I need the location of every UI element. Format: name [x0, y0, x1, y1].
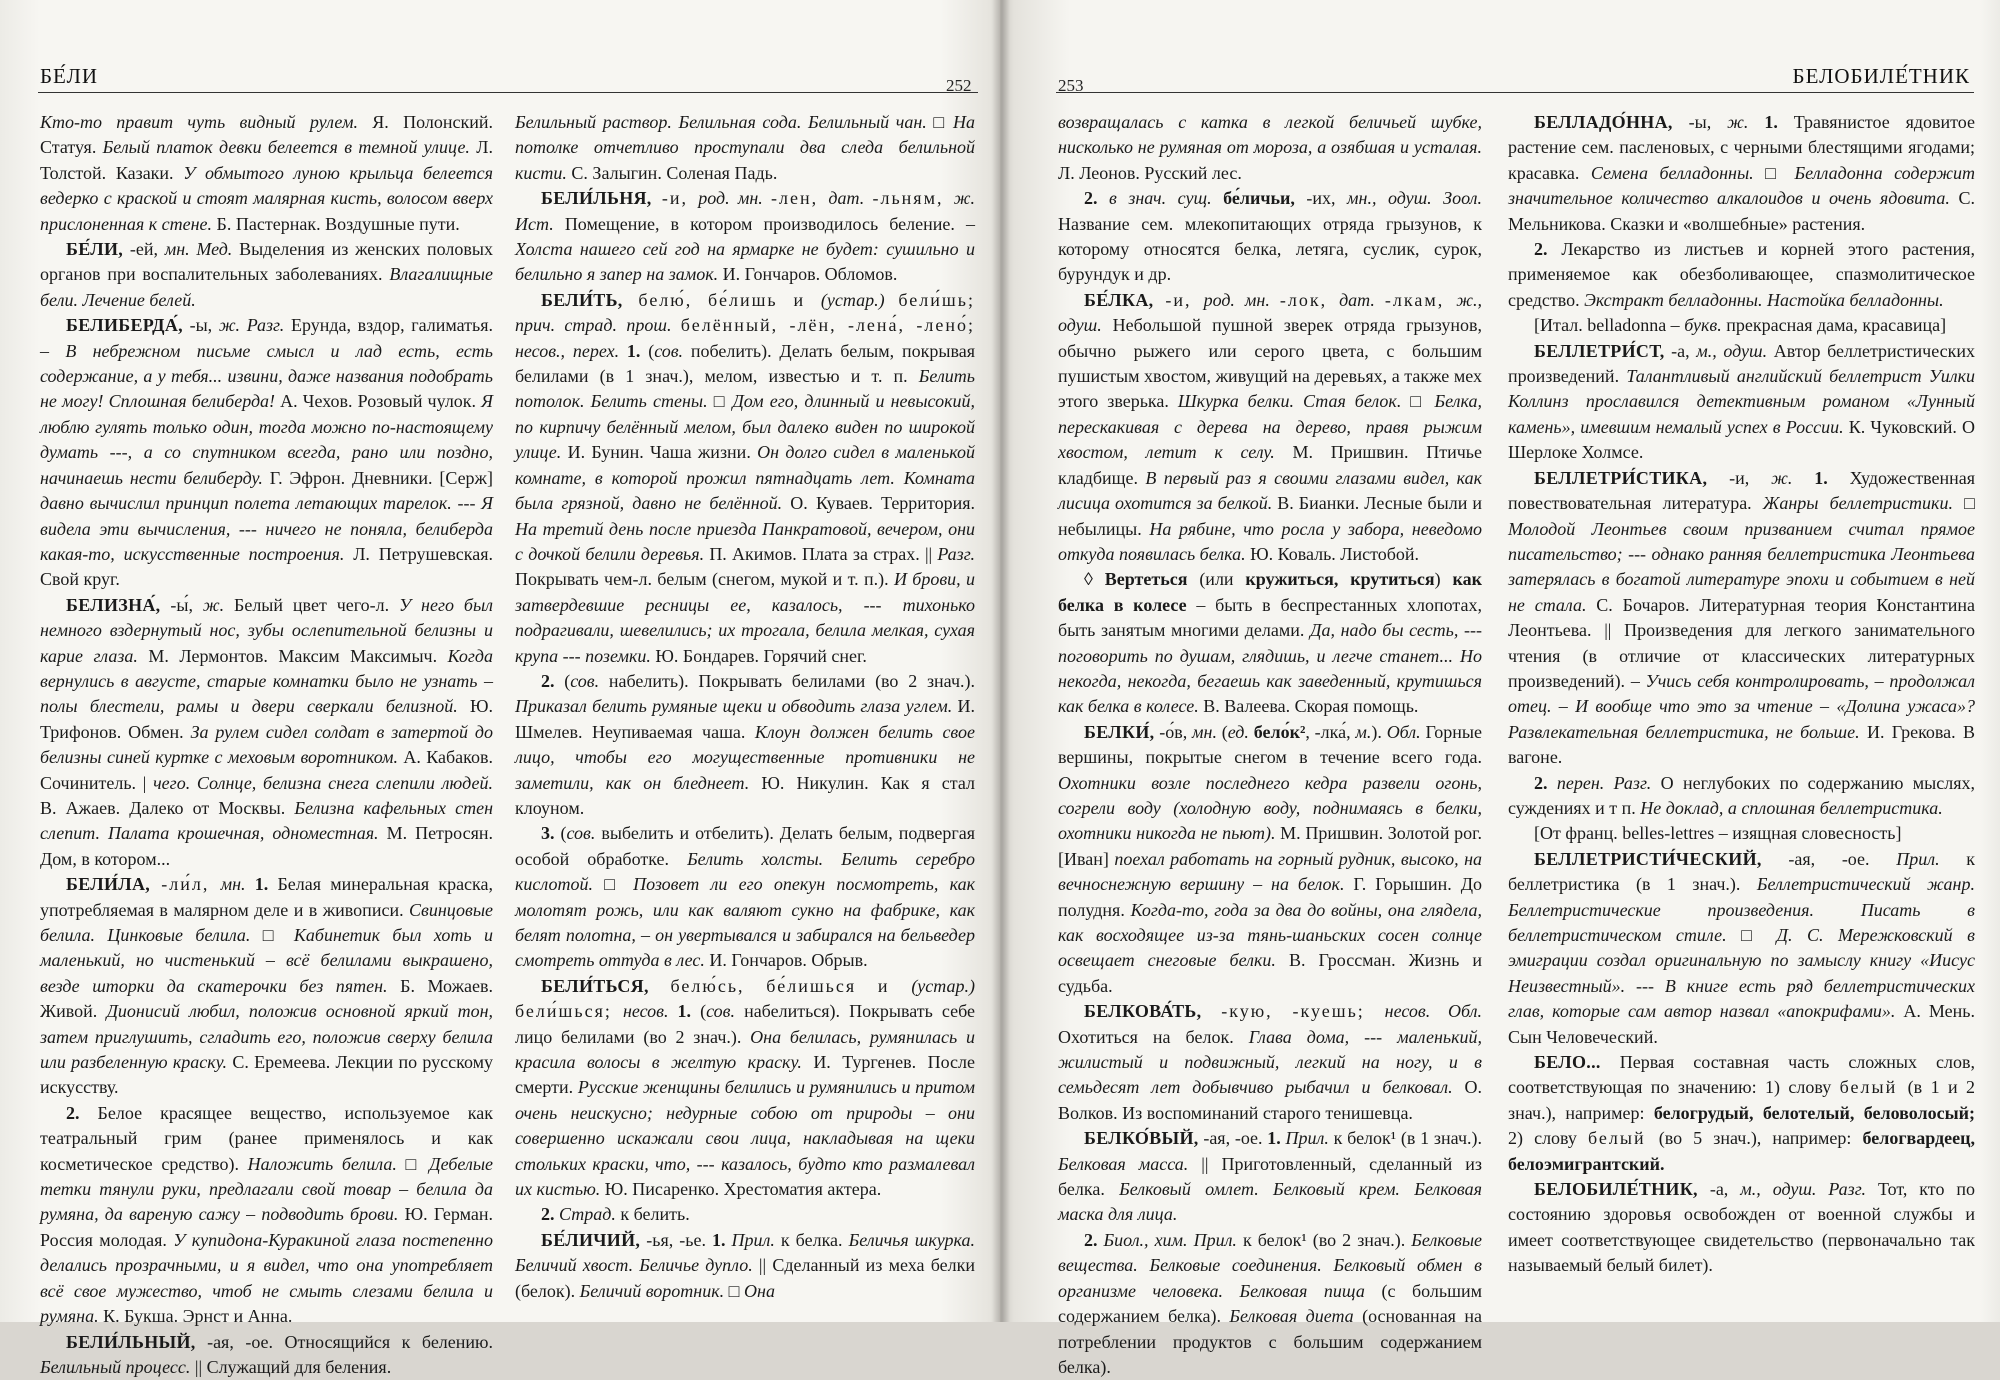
- example-text: поехал работать на горный рудник, высоко, на вечноснежную вершину – на белок.: [1058, 849, 1482, 894]
- example-text: Биол., хим. Прил.: [1104, 1230, 1243, 1250]
- example-text: И брови, и затвердевшие ресницы ее, казалось, --- тихонько подрагивали, шевелились; их трогала, белила мелкая, сухая крупа --- поземки.: [515, 569, 975, 665]
- example-text: мн.: [221, 874, 255, 894]
- entry-text: -ей,: [123, 239, 165, 259]
- dictionary-entry: [515, 288, 975, 669]
- example-text: Белковый омлет. Белковый крем. Белковая маска для лица.: [1058, 1179, 1482, 1224]
- entry-text: ).: [1371, 722, 1386, 742]
- entry-text: М. Пришвин. Золотой рог. [Иван]: [1058, 823, 1482, 868]
- headword: БЕЛЛЕТРИСТИ́ЧЕСКИЙ,: [1534, 849, 1762, 869]
- right-page: [1000, 0, 2000, 1322]
- headword: БЕЛИ́ТЬ,: [541, 290, 623, 310]
- entry-text: Белое красящее вещество, используемое как театральный грим (ранее применялось и как косметическое средство).: [40, 1103, 493, 1174]
- bold-text: белогвардеец, белоэмигрантский.: [1508, 1128, 1975, 1173]
- example-text: Наложить белила. □ Дебелые тетки тянули руки, предлагали свой товар – белила да румяна, да вареную сажу – подводить брови.: [40, 1154, 493, 1225]
- example-text: м., одуш. Разг.: [1740, 1179, 1878, 1199]
- dictionary-entry: [515, 1228, 975, 1304]
- bold-text: белогрудый, белотелый, беловолосый;: [1654, 1103, 1975, 1123]
- entry-text: (: [648, 341, 654, 361]
- column-2: [515, 110, 975, 1304]
- entry-text: Ю. Трифонов. Обмен.: [40, 696, 493, 741]
- entry-text: (во 5 знач.), например:: [1659, 1128, 1863, 1148]
- entry-text: Белая минеральная краска, употребляемая в малярном деле и в живописи.: [40, 874, 493, 919]
- left-running-head: БЕ́ЛИ: [40, 64, 98, 89]
- example-text: Белковая диета: [1229, 1306, 1362, 1326]
- example-text: в знач. сущ.: [1109, 188, 1223, 208]
- entry-paragraph: [40, 110, 493, 237]
- entry-text: к белить.: [620, 1204, 689, 1224]
- entry-text: [Итал. belladonna –: [1534, 315, 1684, 335]
- bold-text: 1.: [1814, 468, 1849, 488]
- entry-text: -и,: [652, 188, 699, 208]
- entry-text: Л. Толстой. Казаки.: [40, 137, 493, 182]
- bold-text: 1.: [1267, 1128, 1285, 1148]
- entry-text: П. Акимов. Плата за страх. ||: [709, 544, 937, 564]
- entry-text: набелиться). Покрывать себе лицо белилами (во 2 знач.).: [515, 1001, 975, 1046]
- example-text: род. мн.: [1204, 290, 1280, 310]
- column-4: [1508, 110, 1975, 1279]
- entry-text: [От франц. belles-lettres – изящная словесность]: [1534, 823, 1901, 843]
- entry-text: Г. Горышин. До полудня.: [1058, 874, 1482, 919]
- entry-text: выбелить и отбелить). Делать белым, подвергая особой обработке.: [515, 823, 975, 868]
- example-text: Охотники возле последнего кедра развели огонь, согрели воду (холодную воду, поднимаясь в белки, охотники никогда не пьют).: [1058, 773, 1482, 844]
- bold-text: 2.: [541, 1204, 559, 1224]
- bold-text: 2.: [1084, 188, 1109, 208]
- example-text: ж.: [203, 595, 234, 615]
- headword: БЕЛИБЕРДА́,: [66, 315, 183, 335]
- entry-paragraph: [1508, 771, 1975, 822]
- example-text: Я люблю гулять только один, тогда можно по-настоящему думать ---, а со спутником всегда, рано или поздно, начинаешь нести белиберду.: [40, 391, 493, 487]
- example-text: У обмытого луною крыльца белеется ведерко с краской и стоят малярная кисть, волосом вверх прислоненная к стене.: [40, 163, 493, 234]
- entry-text: С. Бочаров. Литературная теория Константина Леонтьева. || Произведения для легкого занимательного чтения (в отличие от классических литературных произведений).: [1508, 595, 1975, 691]
- example-text: Дионисий любил, положив основной яркий тон, затем приглушить, сгладить его, положив сверху белила или разбеленную краску.: [40, 1001, 493, 1072]
- example-text: За рулем сидел солдат в затертой до белизны синей куртке с меховым воротником.: [40, 722, 493, 767]
- entry-text: , -лка́,: [1305, 722, 1355, 742]
- example-text: Свинцовые белила. Цинковые белила. □ Кабинетик был хоть и маленький, но чистенький – всё белилами выкрашено, везде шторки да скатерочки без пятен.: [40, 900, 493, 996]
- entry-text: -льням,: [872, 188, 953, 208]
- headword: БЕ́ЛИЧИЙ,: [541, 1230, 640, 1250]
- entry-text: белю́, бе́лишь и: [623, 290, 821, 310]
- entry-text: К. Чуковский. О Шерлоке Холмсе.: [1508, 417, 1975, 462]
- entry-text: А. Мень. Сын Человеческий.: [1508, 1001, 1975, 1046]
- entry-text: белый: [1588, 1128, 1659, 1148]
- entry-text: -ья, -ье.: [640, 1230, 712, 1250]
- entry-text: к белок¹ (в 1 знач.).: [1334, 1128, 1482, 1148]
- bold-text: 1.: [1764, 112, 1793, 132]
- entry-paragraph: [1508, 821, 1975, 846]
- example-text: Не доклад, а сплошная беллетристика.: [1640, 798, 1942, 818]
- example-text: Разг.: [937, 544, 975, 564]
- entry-text: М. Пришвин. Птичье кладбище.: [1058, 442, 1482, 487]
- example-text: Беллетристический жанр. Беллетристические произведения. Писать в беллетристическом стиле. □ Д. С. Мережковский в эмиграции создал оригинальную по замыслу книгу «Иисус Неизвестный». --- В книге есть ряд беллетристических глав, которые сам автор назвал «апокрифами».: [1508, 874, 1975, 1021]
- example-text: Шкурка белки. Стая белок. □ Белка, перескакивая с дерева на дерево, правя рыжим хвостом, летит к селу.: [1058, 391, 1482, 462]
- example-text: – В небрежном письме смысл и лад есть, есть содержание, а у тебя... извини, даже названия подобрать не могу! Сплошная белиберда!: [40, 341, 493, 412]
- example-text: (устар.): [911, 976, 975, 996]
- bold-text: 1.: [712, 1230, 732, 1250]
- dictionary-entry: [515, 186, 975, 288]
- example-text: Талантливый английский беллетрист Уилки Коллинз прославился детективным романом «Лунный камень», имевшим немалый успех в России.: [1508, 366, 1975, 437]
- dictionary-entry: [40, 872, 493, 1101]
- example-text: мн., одуш. Зоол.: [1347, 188, 1482, 208]
- entry-paragraph: [515, 110, 975, 186]
- example-text: дат.: [1339, 290, 1385, 310]
- entry-text: О. Куваев. Территория.: [790, 493, 975, 513]
- entry-text: (с большим содержанием белка).: [1058, 1281, 1482, 1326]
- entry-text: Ю. Коваль. Листобой.: [1250, 544, 1419, 564]
- entry-paragraph: [515, 669, 975, 821]
- example-text: сов.: [706, 1001, 744, 1021]
- entry-text: И. Гончаров. Обломов.: [723, 264, 898, 284]
- entry-text: – быть в беспрестанных хлопотах, быть занятым многими делами.: [1058, 595, 1482, 640]
- example-text: ед.: [1228, 722, 1254, 742]
- entry-text: прекрасная дама, красавица]: [1726, 315, 1946, 335]
- entry-text: А. Кабаков. Сочинитель. |: [40, 747, 493, 792]
- entry-text: || Приготовленный, сделанный из белка.: [1058, 1154, 1482, 1199]
- entry-text: ): [1435, 569, 1453, 589]
- entry-text: || Сделанный из меха белки (белок).: [515, 1255, 975, 1300]
- entry-text: С. Мельникова. Сказки и «волшебные» растения.: [1508, 188, 1975, 233]
- example-text: Белый платок девки белеется в темной улице.: [103, 137, 477, 157]
- bold-text: кружиться, крутиться: [1245, 569, 1434, 589]
- example-text: сов.: [654, 341, 691, 361]
- example-text: несов. Обл.: [1385, 1001, 1482, 1021]
- dictionary-entry: [1508, 847, 1975, 1050]
- example-text: Приказал белить румяные щеки и обводить глаза углем.: [515, 696, 958, 716]
- example-text: ж.: [1771, 468, 1814, 488]
- entry-text: Автор беллетристических произведений.: [1508, 341, 1975, 386]
- entry-text: -и,: [1153, 290, 1203, 310]
- example-text: ж. Ист.: [515, 188, 975, 233]
- entry-text: Тот, кто по состоянию здоровья освобожден от военной службы и имеет соответствующее свидетельство (первоначально так называемый белый билет).: [1508, 1179, 1975, 1275]
- entry-text: Л. Петрушевская. Свой круг.: [40, 544, 493, 589]
- entry-text: К. Букша. Эрнст и Анна.: [103, 1306, 292, 1326]
- headword: БЕЛО...: [1534, 1052, 1601, 1072]
- column-3: [1058, 110, 1482, 1380]
- entry-text: бели́шься;: [515, 1001, 623, 1021]
- entry-text: Лекарство из листьев и корней этого растения, применяемое как обезболивающее, спазмолитическое средство.: [1508, 239, 1975, 310]
- example-text: Экстракт белладонны. Настойка белладонны.: [1584, 290, 1943, 310]
- example-text: Клоун должен белить свое лицо, чтобы его могущественные противники не заметили, как он бледнеет.: [515, 722, 975, 793]
- dictionary-entry: [1508, 1050, 1975, 1177]
- entry-paragraph: [515, 1202, 975, 1227]
- example-text: чего. Солнце, белизна снега слепили людей.: [153, 773, 493, 793]
- entry-text: Охотиться на белок.: [1058, 1027, 1249, 1047]
- example-text: Прил.: [732, 1230, 781, 1250]
- entry-text: Покрывать чем-л. белым (снегом, мукой и т. п.).: [515, 569, 894, 589]
- entry-text: -ая, -ое.: [1762, 849, 1897, 869]
- dictionary-entry: [1058, 1126, 1482, 1228]
- example-text: Беличья шкурка. Беличий хвост. Беличье дупло.: [515, 1230, 975, 1275]
- entry-text: Б. Можаев. Живой.: [40, 976, 493, 1021]
- headword: БЕ́ЛИ,: [66, 239, 123, 259]
- entry-text: И. Шмелев. Неупиваемая чаша.: [515, 696, 975, 741]
- example-text: На рябине, что росла у забора, неведомо откуда появилась белка.: [1058, 519, 1482, 564]
- headword: БЕЛИ́ЛЬНЫЙ,: [66, 1332, 196, 1352]
- headword: БЕЛЛЕТРИ́СТ,: [1534, 341, 1665, 361]
- entry-text: Выделения из женских половых органов при воспалительных заболеваниях.: [40, 239, 493, 284]
- dictionary-entry: [40, 1330, 493, 1380]
- entry-paragraph: [1508, 313, 1975, 338]
- example-text: Глава дома, --- маленький, жилистый и подвижный, легкий на ногу, и в семьдесят лет добывчиво рыбачил и белковал.: [1058, 1027, 1482, 1098]
- example-text: Белить потолок. Белить стены. □ Дом его, длинный и невысокий, по кирпичу белённый мелом, был далеко виден по широкой улице.: [515, 366, 975, 462]
- bold-text: Вертеться: [1105, 569, 1200, 589]
- entry-text: В. Валеева. Скорая помощь.: [1203, 696, 1418, 716]
- left-header-rule: [38, 92, 978, 93]
- example-text: Когда-то, года за два до войны, она глядела, как восходящее из-за тянь-шаньских сосен солнце освещает снеговые белки.: [1058, 900, 1482, 971]
- headword: БЕЛИЗНА́,: [66, 595, 160, 615]
- entry-text: (: [564, 671, 570, 691]
- entry-paragraph: [1058, 186, 1482, 288]
- entry-text: И. Грекова. В вагоне.: [1508, 722, 1975, 767]
- dictionary-entry: [40, 593, 493, 872]
- dictionary-entry: [40, 313, 493, 592]
- entry-text: Л. Леонов. Русский лес.: [1058, 163, 1242, 183]
- entry-text: Травянистое ядовитое растение сем. пасленовых, с черными блестящими ягодами; красавка.: [1508, 112, 1975, 183]
- example-text: букв.: [1684, 315, 1726, 335]
- entry-text: С. Залыгин. Соленая Падь.: [571, 163, 777, 183]
- example-text: Беличий воротник. □ Она: [580, 1281, 775, 1301]
- entry-text: набелить). Покрывать белилами (во 2 знач.).: [609, 671, 975, 691]
- dictionary-entry: [1058, 999, 1482, 1126]
- entry-text: || Служащий для беления.: [195, 1357, 391, 1377]
- example-text: – Холста нашего сей год на ярмарке не будет: сушильно и белильно я запер на замок.: [515, 214, 975, 285]
- bold-text: как белка в колесе: [1058, 569, 1482, 614]
- example-text: м., одуш.: [1696, 341, 1773, 361]
- example-text: ж. Разг.: [219, 315, 291, 335]
- entry-text: (: [700, 1001, 706, 1021]
- headword: БЕЛКО́ВЫЙ,: [1084, 1128, 1199, 1148]
- entry-text: -и,: [1707, 468, 1771, 488]
- entry-text: М. Лермонтов. Максим Максимыч.: [148, 646, 447, 666]
- entry-text: Белый цвет чего-л.: [234, 595, 399, 615]
- bold-text: 1.: [255, 874, 278, 894]
- example-text: Прил.: [1896, 849, 1966, 869]
- entry-paragraph: [515, 821, 975, 973]
- entry-text: -а,: [1698, 1179, 1740, 1199]
- book-gutter: [992, 0, 1010, 1322]
- example-text: Белковые вещества. Белковые соединения. Белковый обмен в организме человека. Белковая пища: [1058, 1230, 1482, 1301]
- bold-text: 1.: [678, 1001, 701, 1021]
- bold-text: 2.: [1534, 239, 1561, 259]
- entry-text: ◊: [1084, 569, 1105, 589]
- entry-text: О. Волков. Из воспоминаний старого тенишевца.: [1058, 1077, 1482, 1122]
- entry-text: Ю. Бондарев. Горячий снег.: [655, 646, 867, 666]
- example-text: Кто-то правит чуть видный рулем.: [40, 112, 372, 132]
- example-text: У него был немного вздернутый нос, зубы ослепительной белизны и карие глаза.: [40, 595, 493, 666]
- example-text: Прил.: [1286, 1128, 1334, 1148]
- entry-text: -ы,: [183, 315, 219, 335]
- bold-text: 2.: [1534, 773, 1557, 793]
- headword: БЕЛКОВА́ТЬ,: [1084, 1001, 1201, 1021]
- example-text: Жанры беллетристики. □ Молодой Леонтьев своим призванием считал прямое писательство; --- однако ранняя беллетристика Леонтьева затерялась в богатой литературе эпохи и событием в ней не стала.: [1508, 493, 1975, 615]
- headword: БЕЛИ́ЛЬНЯ,: [541, 188, 652, 208]
- entry-text: к беллетристика (в 1 знач.).: [1508, 849, 1975, 894]
- entry-text: Название сем. млекопитающих отряда грызунов, к которому относятся белка, летяга, суслик, сурок, бурундук и др.: [1058, 214, 1482, 285]
- entry-text: -ли́л,: [150, 874, 221, 894]
- entry-text: к белка.: [781, 1230, 849, 1250]
- headword: БЕЛКИ́,: [1084, 722, 1154, 742]
- entry-text: Г. Эфрон. Дневники. [Серж]: [270, 468, 493, 488]
- entry-text: И. Бунин. Чаша жизни.: [568, 442, 758, 462]
- bold-text: бе́личьи,: [1223, 188, 1306, 208]
- entry-text: -ая, -ое. Относящийся к белению.: [196, 1332, 493, 1352]
- example-text: Белковая масса.: [1058, 1154, 1201, 1174]
- dictionary-entry: [1508, 339, 1975, 466]
- bold-text: 3.: [541, 823, 560, 843]
- entry-text: белый: [1840, 1077, 1908, 1097]
- entry-text: Горные вершины, покрытые снегом в течение всего года.: [1058, 722, 1482, 767]
- example-text: сов.: [566, 823, 601, 843]
- headword: БЕЛИ́ТЬСЯ,: [541, 976, 649, 996]
- entry-text: белённый, -лён, -лена́, -лено́;: [681, 315, 975, 335]
- example-text: Белильный раствор. Белильная сода. Белильный чан. □ На потолке отчетливо проступали два следа белильной кисти.: [515, 112, 975, 183]
- example-text: (устар.): [821, 290, 899, 310]
- entry-text: Ю. Писаренко. Хрестоматия актера.: [605, 1179, 881, 1199]
- entry-text: -лкам,: [1385, 290, 1456, 310]
- entry-text: бели́шь;: [898, 290, 975, 310]
- dictionary-entry: [1058, 288, 1482, 567]
- headword: БЕЛЛЕТРИ́СТИКА,: [1534, 468, 1707, 488]
- entry-text: Художественная повествовательная литература.: [1508, 468, 1975, 513]
- entry-paragraph: [1058, 567, 1482, 719]
- example-text: несов., перех.: [515, 341, 627, 361]
- dictionary-entry: [40, 237, 493, 313]
- example-text: На третий день после приезда Панкратовой, вечером, они с дочкой белили деревья.: [515, 519, 975, 564]
- entry-text: О неглубоких по содержанию мыслях, суждениях и т п.: [1508, 773, 1975, 818]
- entry-paragraph: [40, 1101, 493, 1330]
- left-page-number: 252: [946, 76, 972, 96]
- example-text: ж.: [1727, 112, 1764, 132]
- example-text: возвращалась с катка в легкой беличьей шубке, нисколько не румяная от мороза, а озябшая и усталая.: [1058, 112, 1482, 157]
- entry-text: (в 1 и 2 знач.), например:: [1508, 1077, 1975, 1122]
- entry-text: -лен,: [771, 188, 828, 208]
- headword: БЕЛЛАДО́ННА,: [1534, 112, 1673, 132]
- bold-text: 2.: [1084, 1230, 1104, 1250]
- example-text: Белильный процесс.: [40, 1357, 195, 1377]
- entry-text: -ы,: [1673, 112, 1727, 132]
- example-text: – Учись себя контролировать, – продолжал отец. – И вообще что это за чтение – «Долина ужаса»? Развлекательная беллетристика, не больше.: [1508, 671, 1975, 742]
- example-text: Белить холсты. Белить серебро кислотой. □ Позовет ли его опекун посмотреть, как молотят рожь, или как валяют сукно на фабрике, как белят полотна, – он увертывался и забирался на бельведер смотреть оттуда в лес.: [515, 849, 975, 971]
- example-text: мн.: [1192, 722, 1222, 742]
- example-text: род. мн.: [698, 188, 771, 208]
- headword: БЕЛИ́ЛА,: [66, 874, 150, 894]
- right-running-head: БЕЛОБИЛЕ́ТНИК: [1793, 64, 1970, 89]
- example-text: перен. Разг.: [1557, 773, 1661, 793]
- entry-text: Ю. Герман. Россия молодая.: [40, 1204, 493, 1249]
- example-text: У купидона-Куракиной глаза постепенно делались прозрачными, и я видел, что она употребляет всё свое мужество, чтоб не смыть слезами белила и румяна.: [40, 1230, 493, 1326]
- entry-text: М. Петросян. Дом, в котором...: [40, 823, 493, 868]
- entry-text: Небольшой пушной зверек отряда грызунов, обычно рыжего или серого цвета, с большим пушистым хвостом, живущий на деревьях, а также мех этого зверька.: [1058, 315, 1482, 411]
- example-text: Белизна кафельных стен слепит. Палата крошечная, одноместная.: [40, 798, 493, 843]
- dictionary-entry: [1508, 466, 1975, 771]
- right-header-rule: [1056, 92, 1974, 93]
- entry-text: В. Гроссман. Жизнь и судьба.: [1058, 950, 1482, 995]
- entry-text: -а,: [1665, 341, 1697, 361]
- entry-text: -их,: [1306, 188, 1347, 208]
- example-text: Влагалищные бели. Лечение белей.: [40, 264, 493, 309]
- left-page: [0, 0, 1000, 1322]
- entry-paragraph: [1058, 1228, 1482, 1380]
- entry-text: (основанная на потреблении продуктов с большим содержанием белка).: [1058, 1306, 1482, 1377]
- example-text: Он долго сидел в маленькой комнате, в которой прожил пятнадцать лет. Комната была грязной, давно не белённой.: [515, 442, 975, 513]
- example-text: сов.: [570, 671, 609, 691]
- bold-text: 2.: [66, 1103, 98, 1123]
- right-page-number: 253: [1058, 76, 1084, 96]
- dictionary-entry: [1058, 720, 1482, 999]
- entry-text: В. Ажаев. Далеко от Москвы.: [40, 798, 294, 818]
- entry-text: -лок,: [1280, 290, 1339, 310]
- entry-text: (: [560, 823, 566, 843]
- entry-text: 2) слову: [1508, 1128, 1588, 1148]
- entry-text: Я. Полонский. Статуя.: [40, 112, 493, 157]
- entry-text: Ю. Никулин. Как я стал клоуном.: [515, 773, 975, 818]
- example-text: Русские женщины белились и румянились и притом очень неискусно; недурные собою от природы – они совершенно искажали свои лица, накладывая на щеки стольких краски, что, --- казалось, будто кто размалевал их кистью.: [515, 1077, 975, 1199]
- entry-text: -кую, -куешь;: [1201, 1001, 1384, 1021]
- example-text: Страд.: [559, 1204, 620, 1224]
- entry-text: -о́в,: [1154, 722, 1192, 742]
- entry-text: И. Гончаров. Обрыв.: [709, 950, 867, 970]
- entry-paragraph: [1058, 110, 1482, 186]
- example-text: В первый раз я своими глазами видел, как лисица охотится за белкой.: [1058, 468, 1482, 513]
- entry-text: (: [1222, 722, 1228, 742]
- entry-text: Ерунда, вздор, галиматья.: [291, 315, 493, 335]
- entry-text: Б. Пастернак. Воздушные пути.: [217, 214, 460, 234]
- example-text: дат.: [828, 188, 872, 208]
- entry-text: -ая, -ое.: [1199, 1128, 1268, 1148]
- entry-text: к белок¹ (во 2 знач.).: [1243, 1230, 1411, 1250]
- example-text: прич. страд. прош.: [515, 315, 681, 335]
- example-text: Когда вернулись в августе, старые комнатки было не узнать – полы блестели, рамы и двери сверкали белизной.: [40, 646, 493, 717]
- example-text: Она белилась, румянилась и красила волосы в желтую краску.: [515, 1027, 975, 1072]
- entry-paragraph: [1508, 237, 1975, 313]
- entry-text: Помещение, в котором производилось беление.: [565, 214, 966, 234]
- bold-text: бело́к²: [1254, 722, 1306, 742]
- entry-text: -ы́,: [160, 595, 202, 615]
- dictionary-entry: [1508, 1177, 1975, 1279]
- headword: БЕЛОБИЛЕ́ТНИК,: [1534, 1179, 1698, 1199]
- entry-text: белю́сь, бе́лишься и: [649, 976, 912, 996]
- entry-text: Первая составная часть сложных слов, соответствующая по значению: 1) слову: [1508, 1052, 1975, 1097]
- entry-text: С. Еремеева. Лекции по русскому искусству.: [40, 1052, 493, 1097]
- entry-text: побелить). Делать белым, покрывая белилами (в 1 знач.), мелом, известью и т. п.: [515, 341, 975, 386]
- example-text: Да, надо бы сесть, --- поговорить по душам, глядишь, и легче станет... Но некогда, некогда, бегаешь как заведенный, крутишься как белка в колесе.: [1058, 620, 1482, 716]
- dictionary-entry: [515, 974, 975, 1203]
- entry-text: В. Бианки. Лесные были и небылицы.: [1058, 493, 1482, 538]
- example-text: несов.: [623, 1001, 678, 1021]
- dictionary-entry: [1508, 110, 1975, 237]
- example-text: мн. Мед.: [165, 239, 239, 259]
- example-text: м.: [1355, 722, 1371, 742]
- bold-text: 2.: [541, 671, 564, 691]
- entry-text: И. Тургенев. После смерти.: [515, 1052, 975, 1097]
- example-text: Семена белладонны. □ Белладонна содержит значительное количество алкалоидов и очень ядовита.: [1508, 163, 1975, 208]
- bold-text: 1.: [627, 341, 648, 361]
- column-1: [40, 110, 493, 1380]
- example-text: ж., одуш.: [1058, 290, 1482, 335]
- entry-text: (или: [1199, 569, 1245, 589]
- example-text: Обл.: [1387, 722, 1426, 742]
- entry-text: А. Чехов. Розовый чулок.: [280, 391, 481, 411]
- example-text: давно вычислил принцип полета летающих тарелок. --- Я видела эти вычисления, --- ничего не поняла, белиберда какая-то, искусственные построения.: [40, 493, 493, 564]
- headword: БЕ́ЛКА,: [1084, 290, 1153, 310]
